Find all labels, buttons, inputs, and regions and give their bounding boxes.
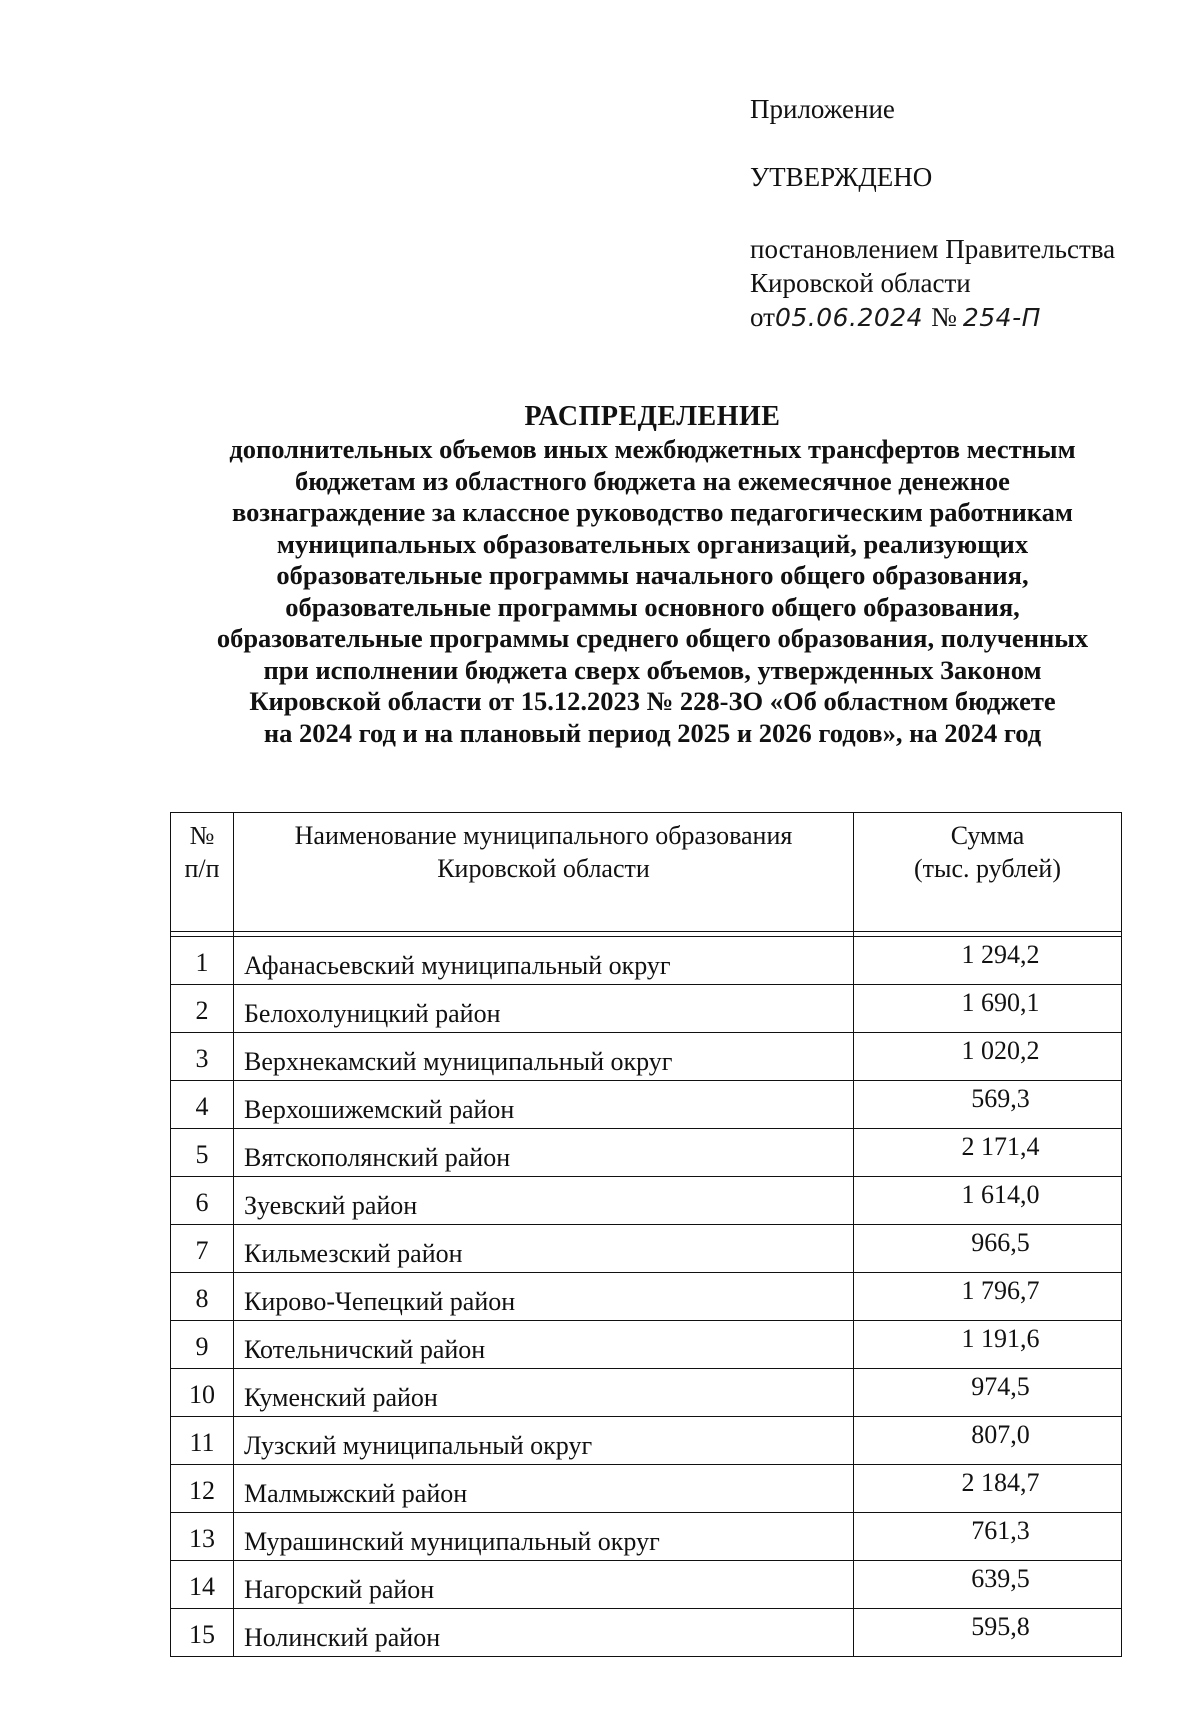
table-row xyxy=(171,1417,1122,1465)
row-sum: 1 020,2 xyxy=(854,1033,1122,1081)
resolution-line-1: постановлением Правительства xyxy=(750,234,1116,264)
title-line: образовательные программы начального общего образования, xyxy=(276,560,1029,590)
row-sum: 1 690,1 xyxy=(854,985,1122,1033)
row-name: Нолинский район xyxy=(234,1609,854,1657)
title-line: вознаграждение за классное руководство педагогическим работникам xyxy=(232,497,1073,527)
row-sum: 966,5 xyxy=(854,1225,1122,1273)
title-line: дополнительных объемов иных межбюджетных трансфертов местным xyxy=(229,434,1076,464)
table-row xyxy=(171,1369,1122,1417)
table-row xyxy=(171,1177,1122,1225)
table-row xyxy=(171,1465,1122,1513)
resolution-date-number xyxy=(750,300,1180,335)
row-sum: 1 294,2 xyxy=(854,937,1122,985)
row-sum: 1 191,6 xyxy=(854,1321,1122,1369)
row-sum: 569,3 xyxy=(854,1081,1122,1129)
title-line: муниципальных образовательных организаций, реализующих xyxy=(276,528,1029,559)
title-line: Кировской области от 15.12.2023 № 228-ЗО «Об областном бюджете xyxy=(249,686,1056,716)
row-name: Нагорский район xyxy=(234,1561,854,1609)
resolution-prefix: от xyxy=(750,302,775,332)
distribution-table xyxy=(170,812,1122,1657)
row-name: Малмыжский район xyxy=(234,1465,854,1513)
resolution-date: 05.06.2024 xyxy=(774,303,924,332)
table-row xyxy=(171,1321,1122,1369)
row-num: 8 xyxy=(171,1273,234,1321)
row-sum: 761,3 xyxy=(854,1513,1122,1561)
title-subtitle xyxy=(120,434,1185,749)
document-title xyxy=(120,400,1185,749)
table-header-row xyxy=(171,813,1122,932)
row-num: 4 xyxy=(171,1081,234,1129)
resolution-line-2: Кировской области xyxy=(750,268,971,298)
row-name: Кильмезский район xyxy=(234,1225,854,1273)
row-sum: 639,5 xyxy=(854,1561,1122,1609)
table-row xyxy=(171,1609,1122,1657)
row-name: Кирово-Чепецкий район xyxy=(234,1273,854,1321)
row-num: 9 xyxy=(171,1321,234,1369)
title-line: образовательные программы среднего общего образования, полученных xyxy=(216,623,1089,653)
header-num-line1: № xyxy=(189,821,215,850)
resolution-number: 254-П xyxy=(962,303,1041,332)
row-name: Лузский муниципальный округ xyxy=(234,1417,854,1465)
table-row xyxy=(171,1273,1122,1321)
distribution-table-wrap xyxy=(170,812,1122,1657)
row-num: 13 xyxy=(171,1513,234,1561)
table-row xyxy=(171,1561,1122,1609)
header-sum-line2: (тыс. рублей) xyxy=(913,854,1061,883)
row-name: Верхошижемский район xyxy=(234,1081,854,1129)
row-num: 14 xyxy=(171,1561,234,1609)
row-name: Афанасьевский муниципальный округ xyxy=(234,937,854,985)
title-main: РАСПРЕДЕЛЕНИЕ xyxy=(524,401,781,432)
header-name-line2: Кировской области xyxy=(437,854,650,883)
table-body xyxy=(171,937,1122,1657)
header-num xyxy=(171,813,234,932)
row-num: 1 xyxy=(171,937,234,985)
row-sum: 1 614,0 xyxy=(854,1177,1122,1225)
row-num: 12 xyxy=(171,1465,234,1513)
table-row xyxy=(171,1033,1122,1081)
row-num: 15 xyxy=(171,1609,234,1657)
header-sum xyxy=(854,813,1122,932)
table-row xyxy=(171,985,1122,1033)
row-name: Мурашинский муниципальный округ xyxy=(234,1513,854,1561)
row-name: Куменский район xyxy=(234,1369,854,1417)
header-name xyxy=(234,813,854,932)
row-num: 11 xyxy=(171,1417,234,1465)
title-line: при исполнении бюджета сверх объемов, утвержденных Законом xyxy=(263,654,1042,685)
row-sum: 595,8 xyxy=(854,1609,1122,1657)
approved-label: УТВЕРЖДЕНО xyxy=(750,162,933,192)
row-name: Белохолуницкий район xyxy=(234,985,854,1033)
title-line: бюджетам из областного бюджета на ежемесячное денежное xyxy=(295,465,1010,496)
title-line: на 2024 год и на плановый период 2025 и 2026 годов», на 2024 год xyxy=(263,717,1042,748)
row-name: Котельничский район xyxy=(234,1321,854,1369)
table-row xyxy=(171,937,1122,985)
row-num: 2 xyxy=(171,985,234,1033)
row-sum: 2 171,4 xyxy=(854,1129,1122,1177)
row-sum: 974,5 xyxy=(854,1369,1122,1417)
row-name: Вятскополянский район xyxy=(234,1129,854,1177)
row-name: Зуевский район xyxy=(234,1177,854,1225)
row-num: 3 xyxy=(171,1033,234,1081)
row-sum: 2 184,7 xyxy=(854,1465,1122,1513)
row-sum: 807,0 xyxy=(854,1417,1122,1465)
approval-header xyxy=(750,92,1180,335)
appendix-label: Приложение xyxy=(750,94,895,124)
table-row xyxy=(171,1225,1122,1273)
row-sum: 1 796,7 xyxy=(854,1273,1122,1321)
resolution-number-prefix: № xyxy=(931,302,957,332)
table-row xyxy=(171,1081,1122,1129)
row-num: 6 xyxy=(171,1177,234,1225)
table-row xyxy=(171,1513,1122,1561)
row-num: 10 xyxy=(171,1369,234,1417)
header-name-line1: Наименование муниципального образования xyxy=(294,821,793,850)
row-num: 7 xyxy=(171,1225,234,1273)
title-line: образовательные программы основного общего образования, xyxy=(285,591,1020,622)
header-sum-line1: Сумма xyxy=(950,821,1025,850)
row-name: Верхнекамский муниципальный округ xyxy=(234,1033,854,1081)
table-row xyxy=(171,1129,1122,1177)
header-num-line2: п/п xyxy=(184,854,220,883)
row-num: 5 xyxy=(171,1129,234,1177)
